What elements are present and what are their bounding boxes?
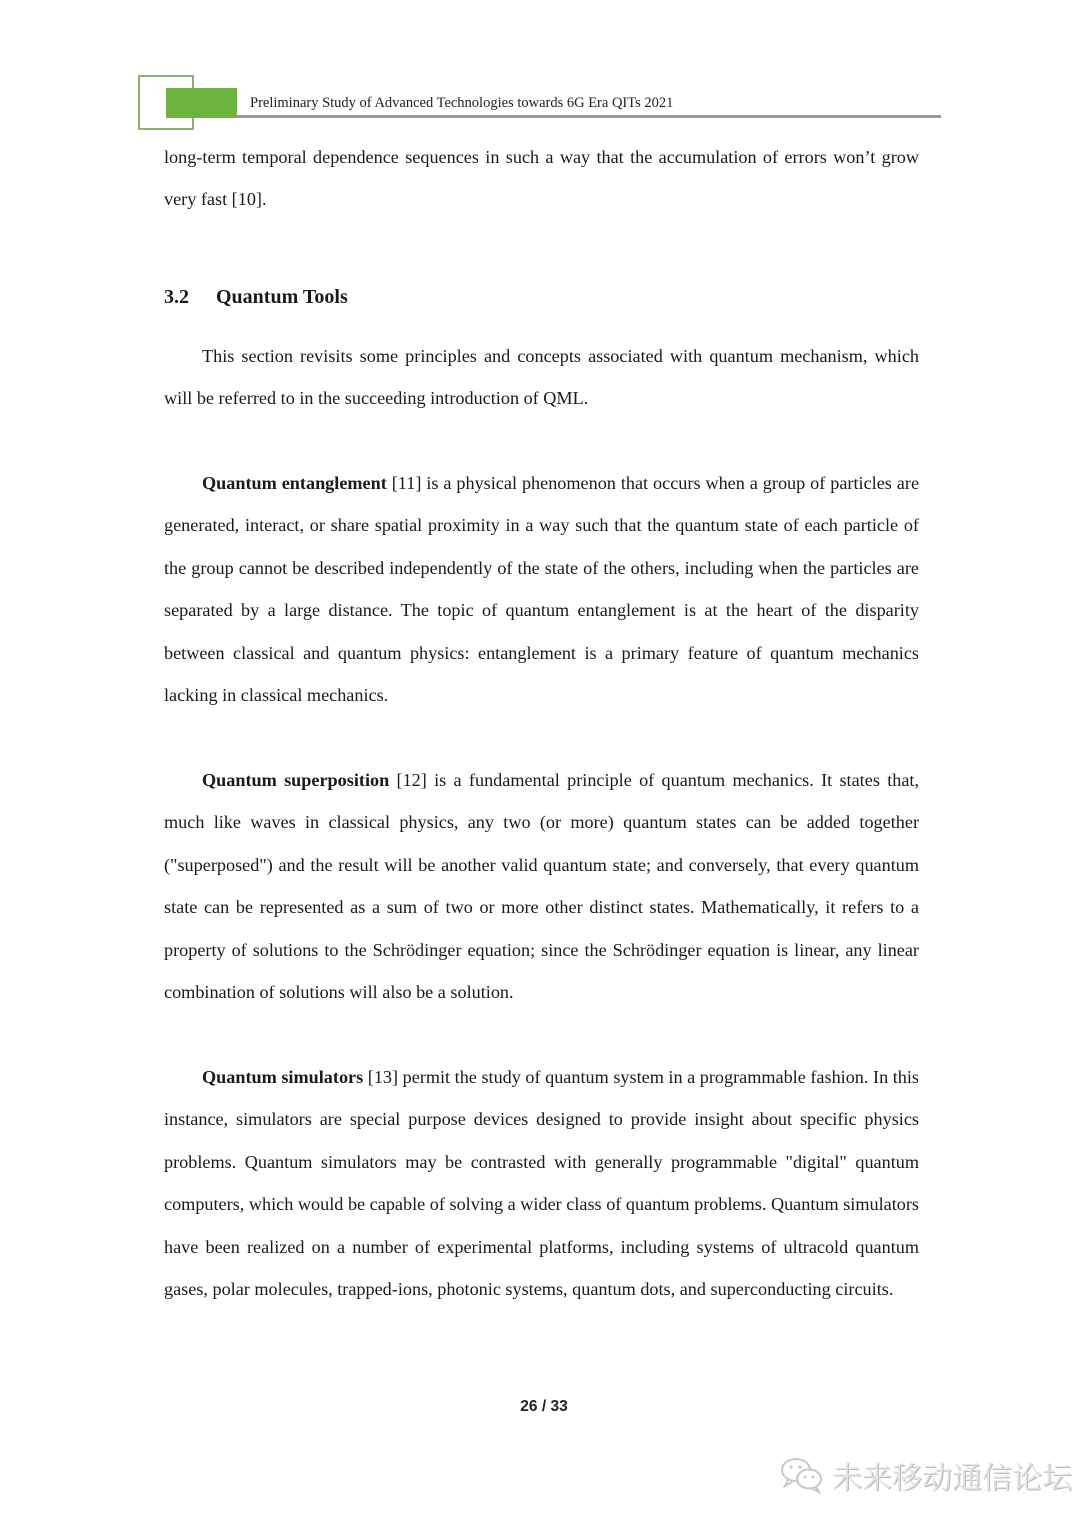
section-heading <box>164 286 348 309</box>
section-number: 3.2 <box>164 286 189 308</box>
watermark <box>780 1453 1072 1497</box>
paragraph-continuation: long-term temporal dependence sequences in such a way that the accumulation of errors won’t grow very fast [10]. <box>164 147 919 210</box>
paragraph-entanglement <box>164 462 919 716</box>
paragraph-superposition <box>164 759 919 1013</box>
watermark-text: 未来移动通信论坛 <box>832 1461 1072 1496</box>
superposition-block <box>164 759 919 1013</box>
running-header-title: Preliminary Study of Advanced Technologies towards 6G Era QITs 2021 <box>250 95 674 111</box>
section-intro <box>164 335 919 420</box>
header-logo-accent <box>166 88 237 118</box>
term-entanglement: Quantum entanglement <box>202 473 387 493</box>
page-number: 26 / 33 <box>520 1398 568 1415</box>
term-superposition: Quantum superposition <box>202 770 390 790</box>
entanglement-text: [11] is a physical phenomenon that occurs when a group of particles are generated, interact, or share spatial proximity in a way such that the quantum state of each particle of the group cannot be described independently of the state of the others, including when the particles are separated by a large distance. The topic of quantum entanglement is at the heart of the disparity between classical and quantum physics: entanglement is a primary feature of quantum mechanics lacking in classical mechanics. <box>164 473 920 706</box>
intro-continuation <box>164 136 919 221</box>
paragraph-section-intro: This section revisits some principles and concepts associated with quantum mechanism, which will be referred to in the succeeding introduction of QML. <box>164 346 919 409</box>
simulators-text: [13] permit the study of quantum system in a programmable fashion. In this instance, simulators are special purpose devices designed to provide insight about specific physics problems. Quantum simulators may be contrasted with generally programmable "digital" quantum computers, which would be capable of solving a wider class of quantum problems. Quantum simulators have been realized on a number of experimental platforms, including systems of ultracold quantum gases, polar molecules, trapped-ions, photonic systems, quantum dots, and superconducting circuits. <box>164 1067 920 1300</box>
paragraph-simulators <box>164 1056 919 1310</box>
section-title: Quantum Tools <box>216 286 348 308</box>
header-rule <box>237 115 941 118</box>
simulators-block <box>164 1056 919 1310</box>
term-simulators: Quantum simulators <box>202 1067 364 1087</box>
superposition-text: [12] is a fundamental principle of quantum mechanics. It states that, much like waves in classical physics, any two (or more) quantum states can be added together ("superposed") and the result will be another valid quantum state; and conversely, that every quantum state can be represented as a sum of two or more other distinct states. Mathematically, it refers to a property of solutions to the Schrödinger equation; since the Schrödinger equation is linear, any linear combination of solutions will also be a solution. <box>164 770 920 1003</box>
wechat-icon <box>780 1455 824 1495</box>
entanglement-block <box>164 462 919 716</box>
